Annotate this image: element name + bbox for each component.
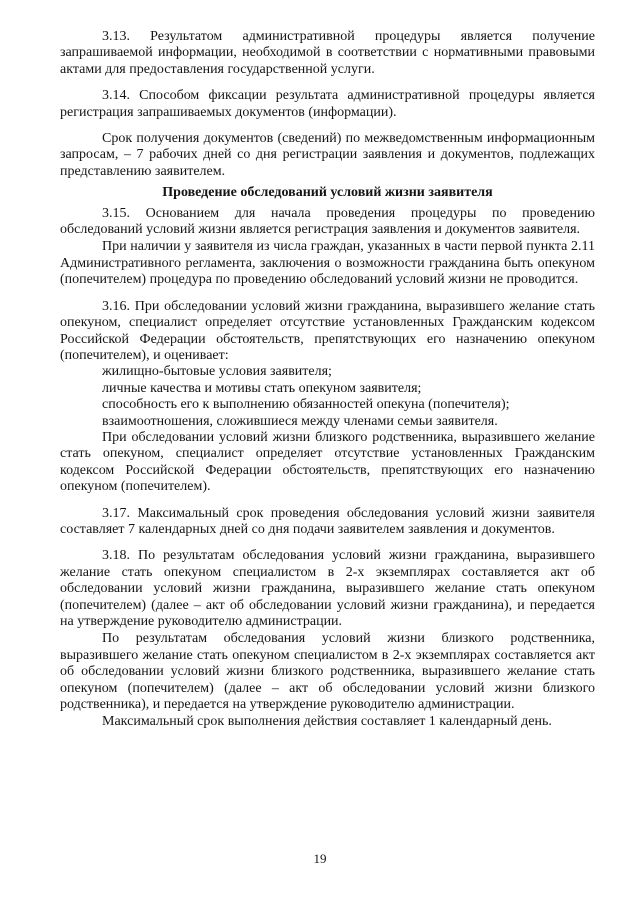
paragraph-3-14: 3.14. Способом фиксации результата административной процедуры является регистрация запрашиваемых документов (информации).: [60, 88, 595, 120]
paragraph-3-13: 3.13. Результатом административной процедуры является получение запрашиваемой информации, необходимой в соответствии с нормативными правовыми актами для предоставления государственной услуги.: [60, 29, 595, 77]
paragraph-max-duration: Максимальный срок выполнения действия составляет 1 календарный день.: [102, 714, 552, 730]
list-item-personal-qualities: личные качества и мотивы стать опекуном заявителя;: [102, 380, 422, 396]
list-item-ability: способность его к выполнению обязанностей опекуна (попечителя);: [102, 397, 510, 413]
paragraph-3-15-exception: При наличии у заявителя из числа граждан, указанных в части первой пункта 2.11 Административного регламента, заключения о возможности гражданина быть опекуном (попечителем) процедура по проведению обследований условий жизни не проводится.: [60, 239, 595, 288]
paragraph-3-18: 3.18. По результатам обследования условий жизни гражданина, выразившего желание стать опекуном специалистом в 2-х экземплярах составляется акт об обследовании условий жизни гражданина, выразившего желание стать опекуном (попечителем) (далее – акт об обследовании условий жизни гражданина), и передается на утверждение руководителю администрации.: [60, 548, 595, 629]
paragraph-3-18-relative: По результатам обследования условий жизни близкого родственника, выразившего желание стать опекуном специалистом в 2-х экземплярах составляется акт об обследовании условий жизни близкого родственника, выразившего желание стать опекуном (попечителем) (далее – акт об обследовании условий жизни близкого родственника), и передается на утверждение руководителю администрации.: [60, 631, 595, 713]
paragraph-3-17: 3.17. Максимальный срок проведения обследования условий жизни заявителя составляет 7 календарных дней со дня подачи заявителем заявления и документов.: [60, 505, 595, 537]
list-item-housing: жилищно-бытовые условия заявителя;: [102, 364, 332, 380]
document-body: [60, 29, 595, 731]
paragraph-3-16-relative: При обследовании условий жизни близкого родственника, выразившего желание стать опекуном, специалист определяет отсутствие установленных Гражданским кодексом Российской Федерации обстоятельств, препятствующих его назначению опекуном (попечителем).: [60, 429, 595, 495]
paragraph-request-deadline: Срок получения документов (сведений) по межведомственным информационным запросам, – 7 рабочих дней со дня регистрации заявления и документов, подлежащих представлению заявителем.: [60, 131, 595, 179]
paragraph-3-16: 3.16. При обследовании условий жизни гражданина, выразившего желание стать опекуном, специалист определяет отсутствие установленных Гражданским кодексом Российской Федерации обстоятельств, препятствующих его назначению опекуном (попечителем), и оценивает:: [60, 298, 595, 363]
page-number: 19: [313, 851, 327, 866]
list-item-relationships: взаимоотношения, сложившиеся между членами семьи заявителя.: [102, 413, 498, 429]
paragraph-3-15: 3.15. Основанием для начала проведения процедуры по проведению обследований условий жизни является регистрация заявления и документов заявителя.: [60, 205, 595, 238]
section-heading: Проведение обследований условий жизни заявителя: [162, 185, 493, 201]
